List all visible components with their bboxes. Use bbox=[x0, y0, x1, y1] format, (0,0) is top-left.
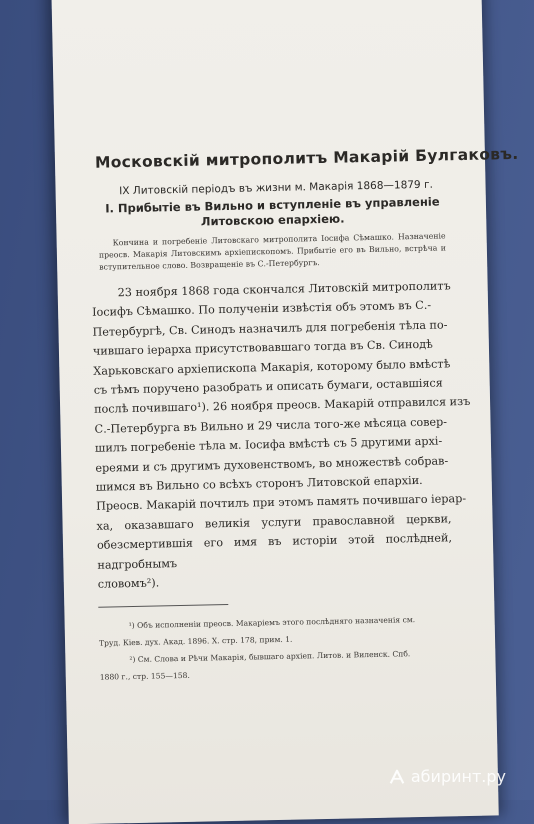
body-line: ереями и съ другимъ духовенствомъ, во множествѣ собрав- bbox=[95, 454, 449, 475]
chapter-subtitle: IX Литовскій періодъ въ жизни м. Макарія 1868—1879 г. bbox=[119, 178, 433, 198]
footnotes bbox=[99, 610, 455, 685]
footnote-line: Труд. Кіев. дух. Акад. 1896. X. стр. 178, прим. 1. bbox=[98, 634, 293, 648]
body-line: Харьковскаго архіепископа Макарія, которому было вмѣстѣ bbox=[93, 356, 451, 378]
page-title: Московскій митрополитъ Макарій Булгаковъ. bbox=[94, 144, 519, 172]
body-line: Іосифъ Сѣмашко. По полученіи извѣстія объ этомъ въ С.- bbox=[91, 299, 432, 320]
labirint-logo-icon bbox=[388, 768, 406, 786]
page-content bbox=[89, 144, 519, 685]
body-line: чившаго іерарха присутствовавшаго тогда въ Св. Синодѣ bbox=[92, 337, 433, 359]
body-line: послѣ почившаго¹). 26 ноября преосв. Макарій отправился изъ bbox=[94, 395, 471, 417]
watermark bbox=[388, 767, 506, 786]
body-line: ха, оказавшаго великія услуги православной церкви, обезсмертившія его имя въ исторіи этой послѣдней, надгробнымъ bbox=[96, 512, 453, 572]
footnote-line: ¹) Объ исполненіи преосв. Макаріемъ этого послѣдняго назначенія см. bbox=[128, 614, 416, 630]
body-line: 23 ноября 1868 года скончался Литовскій митрополитъ bbox=[117, 279, 451, 300]
body-line: съ тѣмъ поручено разобрать и описать бумаги, оставшіяся bbox=[93, 376, 443, 397]
footnote-line: 1880 г., стр. 155—158. bbox=[99, 670, 190, 682]
book-page bbox=[51, 0, 519, 824]
footnote-divider bbox=[98, 604, 228, 608]
body-line: словомъ²). bbox=[97, 576, 160, 591]
body-paragraph bbox=[91, 276, 471, 594]
body-line: Преосв. Макарій почтилъ при этомъ память почившаго іерар- bbox=[96, 492, 467, 514]
watermark-text: абиринт.ру bbox=[410, 767, 506, 786]
body-line: шимся въ Вильно со всѣхъ сторонъ Литовской епархіи. bbox=[95, 473, 423, 494]
section-summary: Кончина и погребеніе Литовскаго митрополита Іосифа Сѣмашко. Назначеніе преосв. Макарія Литовскимъ архіепископомъ. Прибытіе его въ Вильно, встрѣча и вступительное слово. Возвращеніе въ С.-Петербургъ. bbox=[98, 231, 446, 272]
footnote-line: ²) См. Слова и Рѣчи Макарія, бывшаго архіеп. Литов. и Виленск. Спб. bbox=[129, 648, 411, 664]
body-line: С.-Петербурга въ Вильно и 29 числа того-же мѣсяца совер- bbox=[94, 415, 448, 436]
section-heading: I. Прибытіе въ Вильно и вступленіе въ управленіе Литовскою епархіею. bbox=[105, 194, 440, 229]
body-line: шилъ погребеніе тѣла м. Іосифа вмѣстѣ съ 5 другими архі- bbox=[94, 434, 443, 456]
body-line: Петербургѣ, Св. Синодъ назначилъ для погребенія тѣла по- bbox=[92, 318, 448, 339]
